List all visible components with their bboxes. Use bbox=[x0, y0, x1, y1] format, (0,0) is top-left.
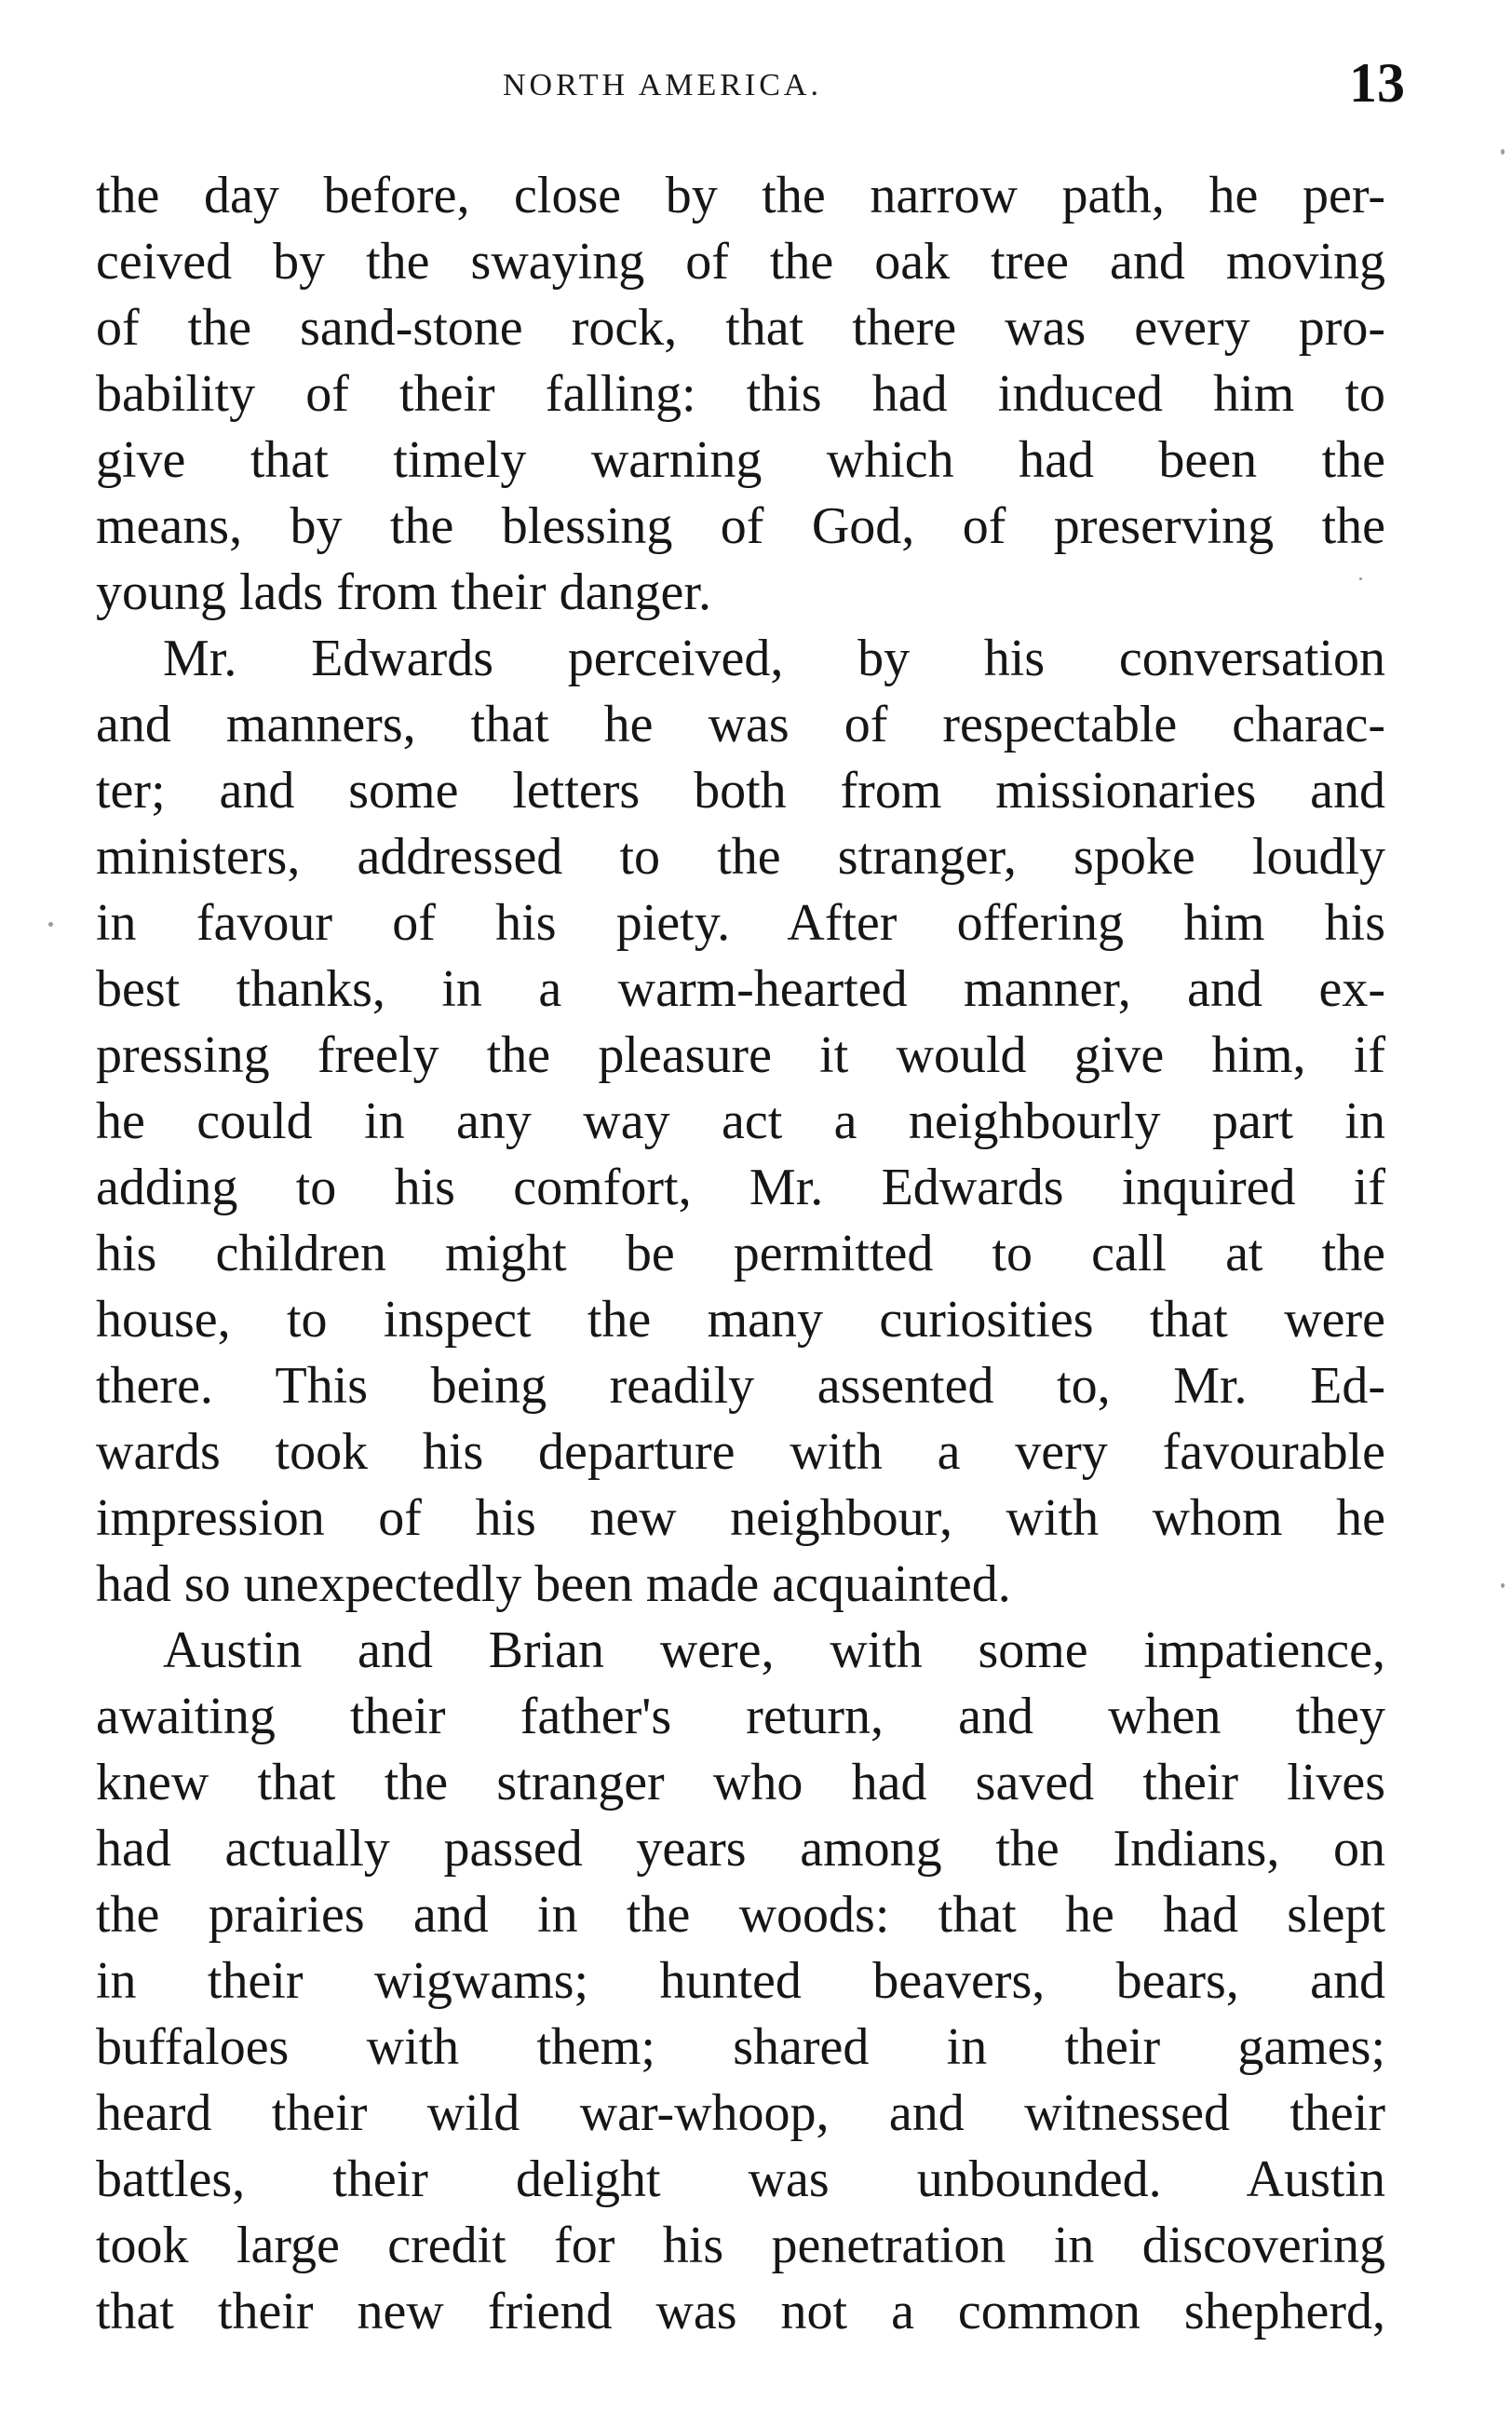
text-line: means, by the blessing of God, of preserving the bbox=[96, 497, 1385, 555]
text-line: house, to inspect the many curiosities that were bbox=[96, 1291, 1385, 1349]
text-line: Mr. Edwards perceived, by his conversation bbox=[163, 630, 1385, 687]
scan-speck bbox=[1501, 149, 1505, 155]
text-line: had actually passed years among the Indians, on bbox=[96, 1820, 1385, 1878]
text-line: of the sand-stone rock, that there was every pro- bbox=[96, 299, 1385, 357]
text-line: young lads from their danger. bbox=[96, 563, 711, 621]
text-line: there. This being readily assented to, Mr. Ed- bbox=[96, 1357, 1385, 1415]
text-line: ministers, addressed to the stranger, spoke loudly bbox=[96, 828, 1385, 886]
text-line: ceived by the swaying of the oak tree and moving bbox=[96, 233, 1385, 291]
text-line: the prairies and in the woods: that he had slept bbox=[96, 1886, 1385, 1944]
text-line: heard their wild war-whoop, and witnessed their bbox=[96, 2084, 1385, 2142]
page-number: 13 bbox=[1349, 52, 1405, 114]
text-line: in favour of his piety. After offering him his bbox=[96, 894, 1385, 952]
text-line: had so unexpectedly been made acquainted. bbox=[96, 1555, 1011, 1613]
scan-speck bbox=[1501, 1583, 1505, 1588]
text-line: took large credit for his penetration in discovering bbox=[96, 2217, 1385, 2274]
text-line: give that timely warning which had been the bbox=[96, 431, 1385, 489]
running-head bbox=[0, 51, 1512, 126]
text-line: adding to his comfort, Mr. Edwards inquired if bbox=[96, 1159, 1385, 1216]
text-line: bability of their falling: this had induced him to bbox=[96, 365, 1385, 423]
scan-speck bbox=[1359, 577, 1362, 580]
text-line: impression of his new neighbour, with whom he bbox=[96, 1489, 1385, 1547]
text-line: the day before, close by the narrow path, he per- bbox=[96, 167, 1385, 224]
text-line: ter; and some letters both from missionaries and bbox=[96, 762, 1385, 820]
text-line: wards took his departure with a very favourable bbox=[96, 1423, 1385, 1481]
text-line: Austin and Brian were, with some impatience, bbox=[163, 1621, 1385, 1679]
text-line: battles, their delight was unbounded. Austin bbox=[96, 2150, 1385, 2208]
text-line: that their new friend was not a common shepherd, bbox=[96, 2283, 1385, 2340]
running-title: NORTH AMERICA. bbox=[503, 68, 822, 102]
text-line: his children might be permitted to call at the bbox=[96, 1225, 1385, 1282]
text-line: he could in any way act a neighbourly part in bbox=[96, 1092, 1385, 1150]
text-line: best thanks, in a warm-hearted manner, and ex- bbox=[96, 960, 1385, 1018]
text-line: pressing freely the pleasure it would give him, if bbox=[96, 1026, 1385, 1084]
text-line: and manners, that he was of respectable charac- bbox=[96, 696, 1385, 753]
text-line: knew that the stranger who had saved their lives bbox=[96, 1754, 1385, 1811]
text-line: buffaloes with them; shared in their games; bbox=[96, 2018, 1385, 2076]
text-line: awaiting their father's return, and when they bbox=[96, 1688, 1385, 1745]
scan-speck bbox=[48, 922, 53, 927]
text-line: in their wigwams; hunted beavers, bears, and bbox=[96, 1952, 1385, 2010]
body-text bbox=[96, 163, 1385, 2345]
